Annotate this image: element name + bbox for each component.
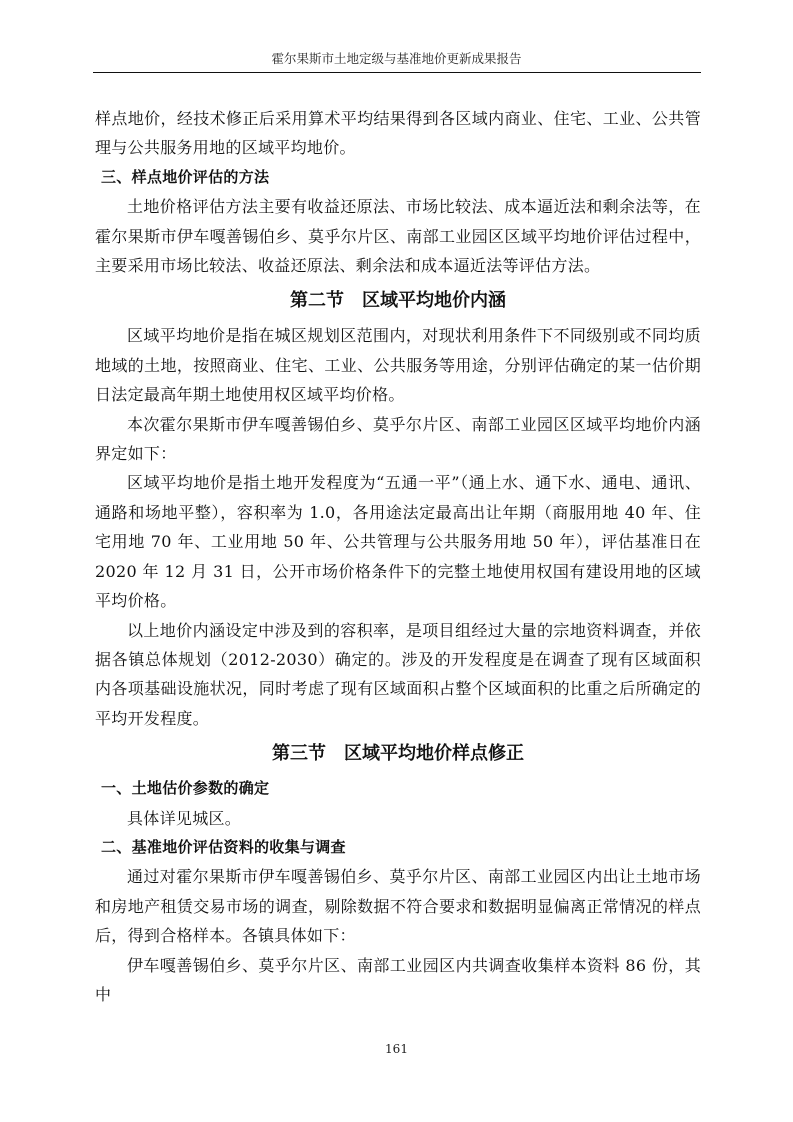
page-number: 161 (385, 1042, 408, 1056)
subheading-data-collection: 二、基准地价评估资料的收集与调查 (101, 837, 346, 856)
paragraph-definition: 区域平均地价是指在城区规划区范围内，对现状利用条件下不同级别或不同均质地域的土地，按照商业、住宅、工业、公共服务等用途，分别评估确定的某一估价期日法定最高年期土地使用权区域平均价格。 (95, 326, 701, 405)
paragraph-definition-detail: 区域平均地价是指土地开发程度为“五通一平”（通上水、通下水、通电、通讯、通路和场地平整），容积率为 1.0，各用途法定最高出让年期（商服用地 40 年、住宅用地 70 年、工业用地 50 年、公共管理与公共服务用地 50 年），评估基准日在 2020 年 12 月 31 日，公开市场价格条件下的完整土地使用权国有建设用地的区域平均价格。 (95, 473, 701, 611)
running-header: 霍尔果斯市土地定级与基准地价更新成果报告 (271, 51, 522, 66)
paragraph-definition-intro: 本次霍尔果斯市伊车嘎善锡伯乡、莫乎尔片区、南部工业园区区域平均地价内涵界定如下： (95, 414, 701, 464)
section-3-title: 第三节 区域平均地价样点修正 (272, 743, 524, 765)
paragraph-plot-ratio-note: 以上地价内涵设定中涉及到的容积率，是项目组经过大量的宗地资料调查，并依据各镇总体规划（2012-2030）确定的。涉及的开发程度是在调查了现有区域面积内各项基础设施状况，同时考虑了现有区域面积占整个区域面积的比重之后所确定的平均开发程度。 (95, 620, 701, 728)
paragraph-parameters: 具体详见城区。 (127, 808, 242, 828)
paragraph-sample-price-summary: 样点地价，经技术修正后采用算术平均结果得到各区域内商业、住宅、工业、公共管理与公共服务用地的区域平均地价。 (95, 109, 701, 158)
paragraph-sample-count: 伊车嘎善锡伯乡、莫乎尔片区、南部工业园区内共调查收集样本资料 86 份，其中 (95, 955, 701, 1004)
paragraph-data-collection: 通过对霍尔果斯市伊车嘎善锡伯乡、莫乎尔片区、南部工业园区内出让土地市场和房地产租赁交易市场的调查，剔除数据不符合要求和数据明显偏离正常情况的样点后，得到合格样本。各镇具体如下： (95, 867, 701, 946)
paragraph-valuation-method: 土地价格评估方法主要有收益还原法、市场比较法、成本逼近法和剩余法等，在霍尔果斯市伊车嘎善锡伯乡、莫乎尔片区、南部工业园区区域平均地价评估过程中，主要采用市场比较法、收益还原法、剩余法和成本逼近法等评估方法。 (95, 197, 701, 276)
page-body (95, 104, 701, 1009)
header-divider (93, 72, 701, 73)
subheading-valuation-method: 三、样点地价评估的方法 (101, 167, 270, 186)
subheading-parameters: 一、土地估价参数的确定 (101, 779, 270, 798)
section-2-title: 第二节 区域平均地价内涵 (290, 290, 506, 312)
